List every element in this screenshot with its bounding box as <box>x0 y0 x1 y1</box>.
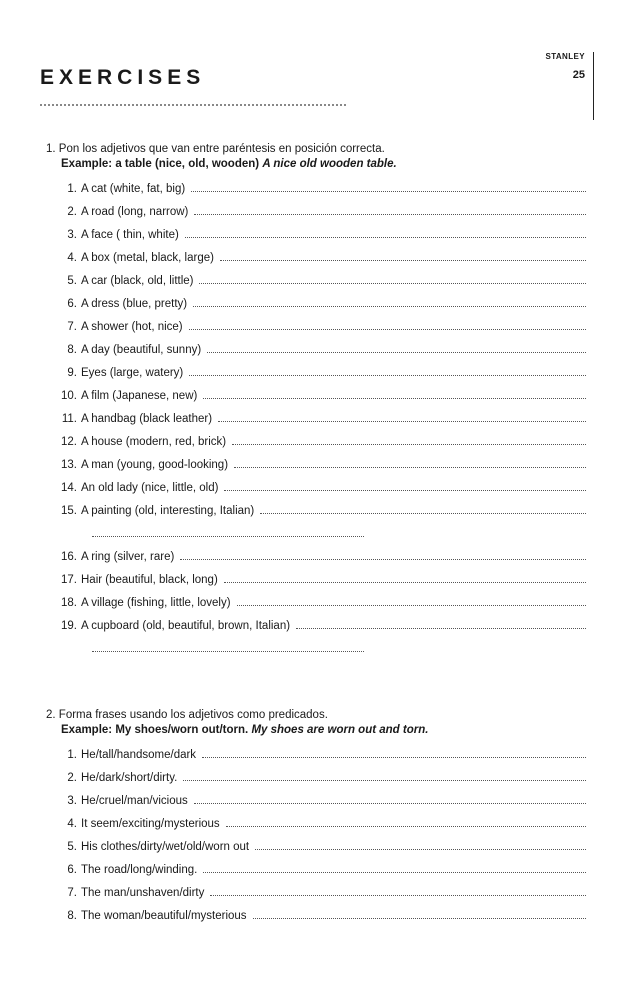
item-prompt: A ring (silver, rare) <box>81 551 175 563</box>
item-number: 1. <box>67 183 77 195</box>
answer-line[interactable] <box>194 205 586 215</box>
item-number: 4. <box>67 818 77 830</box>
exercise-item <box>46 366 586 389</box>
item-number: 11. <box>61 413 77 425</box>
item-prompt: Hair (beautiful, black, long) <box>81 574 218 586</box>
answer-line[interactable] <box>255 840 586 850</box>
item-prompt: A handbag (black leather) <box>81 413 213 425</box>
item-number: 6. <box>67 298 77 310</box>
item-prompt: A cat (white, fat, big) <box>81 183 186 195</box>
item-number: 19. <box>61 620 77 632</box>
item-number: 16. <box>61 551 77 563</box>
item-prompt: A shower (hot, nice) <box>81 321 183 333</box>
exercise-item <box>46 619 586 642</box>
exercise-item <box>46 458 586 481</box>
answer-line[interactable] <box>92 642 364 652</box>
answer-line[interactable] <box>210 886 586 896</box>
item-prompt: The woman/beautiful/mysterious <box>81 910 247 922</box>
item-number: 8. <box>67 344 77 356</box>
exercise-item <box>46 909 586 932</box>
exercise-item <box>46 412 586 435</box>
exercise-item <box>46 251 586 274</box>
answer-line[interactable] <box>180 550 586 560</box>
item-prompt: He/tall/handsome/dark <box>81 749 197 761</box>
exercise-1-instruction-text: Pon los adjetivos que van entre paréntesis en posición correcta. <box>58 143 385 155</box>
item-number: 13. <box>61 459 77 471</box>
example-answer: A nice old wooden table. <box>262 158 397 170</box>
item-prompt: Eyes (large, watery) <box>81 367 184 379</box>
exercise-2-example <box>46 722 586 738</box>
publisher-name: STANLEY <box>545 52 585 61</box>
item-prompt: A face ( thin, white) <box>81 229 179 241</box>
answer-line[interactable] <box>193 297 586 307</box>
exercise-item <box>46 389 586 412</box>
item-number: 1. <box>67 749 77 761</box>
exercise-item <box>46 228 586 251</box>
page-number: 25 <box>572 69 585 81</box>
answer-line[interactable] <box>220 251 586 261</box>
example-prompt: a table (nice, old, wooden) <box>115 158 260 170</box>
item-number: 2. <box>67 206 77 218</box>
answer-line[interactable] <box>296 619 586 629</box>
answer-line[interactable] <box>218 412 586 422</box>
example-label: Example: <box>61 724 113 736</box>
exercise-item <box>46 748 586 771</box>
answer-line[interactable] <box>226 817 586 827</box>
item-number: 15. <box>61 505 77 517</box>
exercise-item <box>46 863 586 886</box>
item-prompt: A box (metal, black, large) <box>81 252 214 264</box>
exercise-item <box>46 886 586 909</box>
item-number: 10. <box>61 390 77 402</box>
answer-line[interactable] <box>224 573 586 583</box>
exercise-item <box>46 573 586 596</box>
exercise-item <box>46 596 586 619</box>
exercise-item <box>46 794 586 817</box>
exercise-item <box>46 504 586 527</box>
exercise-1-example <box>46 156 586 172</box>
answer-line[interactable] <box>183 771 586 781</box>
exercise-item <box>46 817 586 840</box>
item-number: 18. <box>61 597 77 609</box>
example-prompt: My shoes/worn out/torn. <box>115 724 249 736</box>
exercise-item <box>46 840 586 863</box>
exercise-2-number: 2. <box>46 709 56 721</box>
item-prompt: The road/long/winding. <box>81 864 198 876</box>
exercise-2-instruction-text: Forma frases usando los adjetivos como predicados. <box>58 709 328 721</box>
item-number: 12. <box>61 436 77 448</box>
exercise-item <box>46 550 586 573</box>
section-title: EXERCISES <box>40 66 206 89</box>
answer-line[interactable] <box>224 481 586 491</box>
item-number: 3. <box>67 795 77 807</box>
exercise-item <box>46 771 586 794</box>
item-prompt: A painting (old, interesting, Italian) <box>81 505 255 517</box>
answer-line[interactable] <box>207 343 586 353</box>
answer-line[interactable] <box>232 435 586 445</box>
item-prompt: A day (beautiful, sunny) <box>81 344 202 356</box>
answer-line[interactable] <box>234 458 586 468</box>
item-prompt: He/cruel/man/vicious <box>81 795 188 807</box>
exercise-1-number: 1. <box>46 143 56 155</box>
answer-line[interactable] <box>202 748 586 758</box>
answer-line[interactable] <box>185 228 586 238</box>
exercise-item <box>46 481 586 504</box>
item-number: 7. <box>67 887 77 899</box>
exercise-item <box>46 343 586 366</box>
exercise-item <box>46 435 586 458</box>
exercise-item <box>46 320 586 343</box>
item-number: 5. <box>67 275 77 287</box>
answer-line[interactable] <box>237 596 586 606</box>
item-prompt: A car (black, old, little) <box>81 275 194 287</box>
page-header-right <box>525 52 594 120</box>
item-prompt: The man/unshaven/dirty <box>81 887 205 899</box>
item-number: 2. <box>67 772 77 784</box>
exercise-1-instruction <box>46 142 586 156</box>
item-prompt: His clothes/dirty/wet/old/worn out <box>81 841 250 853</box>
exercise-2-instruction <box>46 708 586 722</box>
item-prompt: It seem/exciting/mysterious <box>81 818 220 830</box>
answer-line[interactable] <box>260 504 586 514</box>
answer-line[interactable] <box>203 863 586 873</box>
item-number: 5. <box>67 841 77 853</box>
title-dotted-rule <box>40 104 346 106</box>
item-prompt: A road (long, narrow) <box>81 206 189 218</box>
answer-line[interactable] <box>253 909 586 919</box>
item-prompt: A dress (blue, pretty) <box>81 298 188 310</box>
item-number: 6. <box>67 864 77 876</box>
exercise-2-items <box>46 748 586 932</box>
item-number: 14. <box>61 482 77 494</box>
item-number: 7. <box>67 321 77 333</box>
item-prompt: A cupboard (old, beautiful, brown, Italian) <box>81 620 291 632</box>
item-number: 8. <box>67 910 77 922</box>
example-answer: My shoes are worn out and torn. <box>251 724 429 736</box>
item-prompt: A man (young, good-looking) <box>81 459 229 471</box>
example-label: Example: <box>61 158 113 170</box>
item-number: 9. <box>67 367 77 379</box>
answer-line[interactable] <box>199 274 586 284</box>
answer-line[interactable] <box>194 794 586 804</box>
answer-line[interactable] <box>189 366 586 376</box>
answer-line[interactable] <box>189 320 586 330</box>
item-prompt: An old lady (nice, little, old) <box>81 482 219 494</box>
exercise-1-items <box>46 182 586 665</box>
exercise-item-continuation <box>46 527 586 550</box>
item-number: 17. <box>61 574 77 586</box>
answer-line[interactable] <box>92 527 364 537</box>
item-prompt: A village (fishing, little, lovely) <box>81 597 231 609</box>
answer-line[interactable] <box>191 182 586 192</box>
exercise-1 <box>46 142 586 665</box>
item-number: 4. <box>67 252 77 264</box>
exercise-item <box>46 182 586 205</box>
item-prompt: A film (Japanese, new) <box>81 390 198 402</box>
item-prompt: He/dark/short/dirty. <box>81 772 178 784</box>
exercise-item <box>46 297 586 320</box>
exercise-item <box>46 274 586 297</box>
item-prompt: A house (modern, red, brick) <box>81 436 227 448</box>
exercise-2 <box>46 708 586 932</box>
item-number: 3. <box>67 229 77 241</box>
answer-line[interactable] <box>203 389 586 399</box>
exercise-item-continuation <box>46 642 586 665</box>
exercise-item <box>46 205 586 228</box>
